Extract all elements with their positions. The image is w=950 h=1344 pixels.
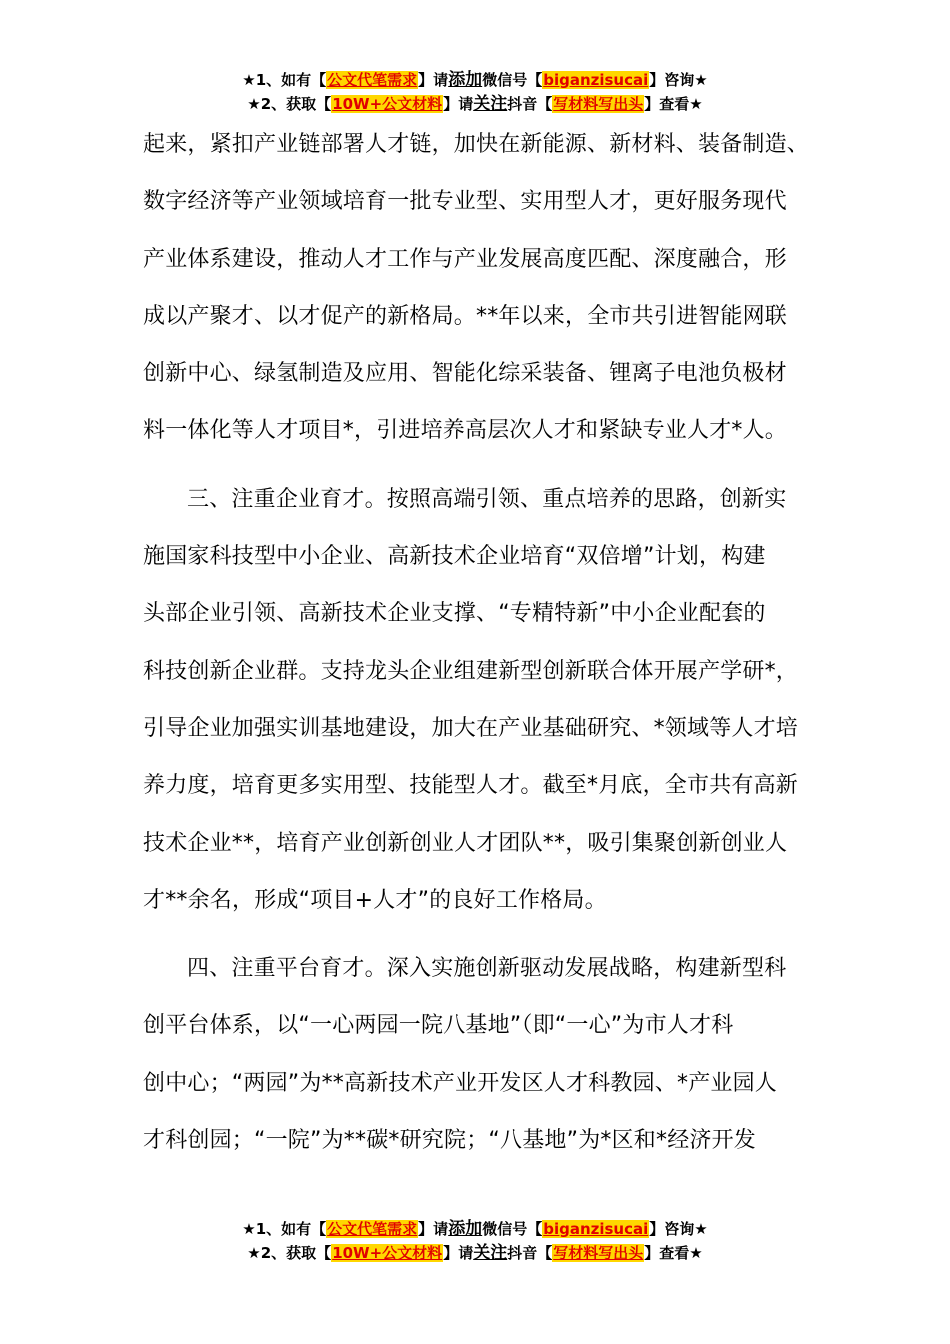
text-line: 施国家科技型中小企业、高新技术企业培育“双倍增”计划，构建 xyxy=(143,544,766,570)
banner-douyin-id: 写材料写出头 xyxy=(553,95,644,113)
text-line: 三、注重企业育才。按照高端引领、重点培养的思路，创新实 xyxy=(187,486,787,512)
banner-douyin-id: 写材料写出头 xyxy=(553,1244,644,1262)
banner-line-1: ★1、如有【公文代笔需求】请添加微信号【biganzisucai】咨询★ xyxy=(242,1219,708,1239)
text-line: 技术企业**，培育产业创新创业人才团队**，吸引集聚创新创业人 xyxy=(143,830,788,856)
banner-highlight: 公文代笔需求 xyxy=(327,1220,418,1238)
document-body xyxy=(143,116,813,1169)
banner-highlight: 10W+公文材料 xyxy=(332,95,443,113)
text-line: 创新中心、绿氢制造及应用、智能化综采装备、锂离子电池负极材 xyxy=(143,361,787,387)
text-line: 产业体系建设，推动人才工作与产业发展高度匹配、深度融合，形 xyxy=(143,246,787,272)
text-line: 数字经济等产业领域培育一批专业型、实用型人才，更好服务现代 xyxy=(143,189,787,215)
text-line: 创平台体系，以“一心两园一院八基地”（即“一心”为市人才科 xyxy=(143,1013,734,1039)
banner-line-2: ★2、获取【10W+公文材料】请关注抖音【写材料写出头】查看★ xyxy=(247,94,703,114)
text-line: 创中心；“两园”为**高新技术产业开发区人才科教园、*产业园人 xyxy=(143,1070,777,1096)
text-line: 四、注重平台育才。深入实施创新驱动发展战略，构建新型科 xyxy=(187,956,787,982)
banner-line-2: ★2、获取【10W+公文材料】请关注抖音【写材料写出头】查看★ xyxy=(247,1243,703,1263)
header-banner xyxy=(0,68,950,116)
text-line: 引导企业加强实训基地建设，加大在产业基础研究、*领域等人才培 xyxy=(143,715,799,741)
text-line: 起来，紧扣产业链部署人才链，加快在新能源、新材料、装备制造、 xyxy=(143,132,810,157)
text-line: 才**余名，形成“项目+人才”的良好工作格局。 xyxy=(143,887,607,913)
banner-line-1: ★1、如有【公文代笔需求】请添加微信号【biganzisucai】咨询★ xyxy=(242,70,708,90)
paragraph-2 xyxy=(143,471,813,929)
text-line: 科技创新企业群。支持龙头企业组建新型创新联合体开展产学研*， xyxy=(143,658,799,684)
banner-wechat-id: biganzisucai xyxy=(543,1220,649,1238)
paragraph-3 xyxy=(143,940,813,1169)
banner-highlight: 公文代笔需求 xyxy=(327,71,418,89)
text-line: 成以产聚才、以才促产的新格局。**年以来，全市共引进智能网联 xyxy=(143,303,788,329)
text-line: 料一体化等人才项目*，引进培养高层次人才和紧缺专业人才*人。 xyxy=(143,418,788,444)
banner-highlight: 10W+公文材料 xyxy=(332,1244,443,1262)
footer-banner xyxy=(0,1217,950,1265)
text-line: 头部企业引领、高新技术企业支撑、“专精特新”中小企业配套的 xyxy=(143,601,766,627)
text-line: 养力度，培育更多实用型、技能型人才。截至*月底，全市共有高新 xyxy=(143,773,799,799)
paragraph-1 xyxy=(143,116,813,460)
banner-wechat-id: biganzisucai xyxy=(543,71,649,89)
text-line: 才科创园；“一院”为**碳*研究院；“八基地”为*区和*经济开发 xyxy=(143,1128,756,1154)
